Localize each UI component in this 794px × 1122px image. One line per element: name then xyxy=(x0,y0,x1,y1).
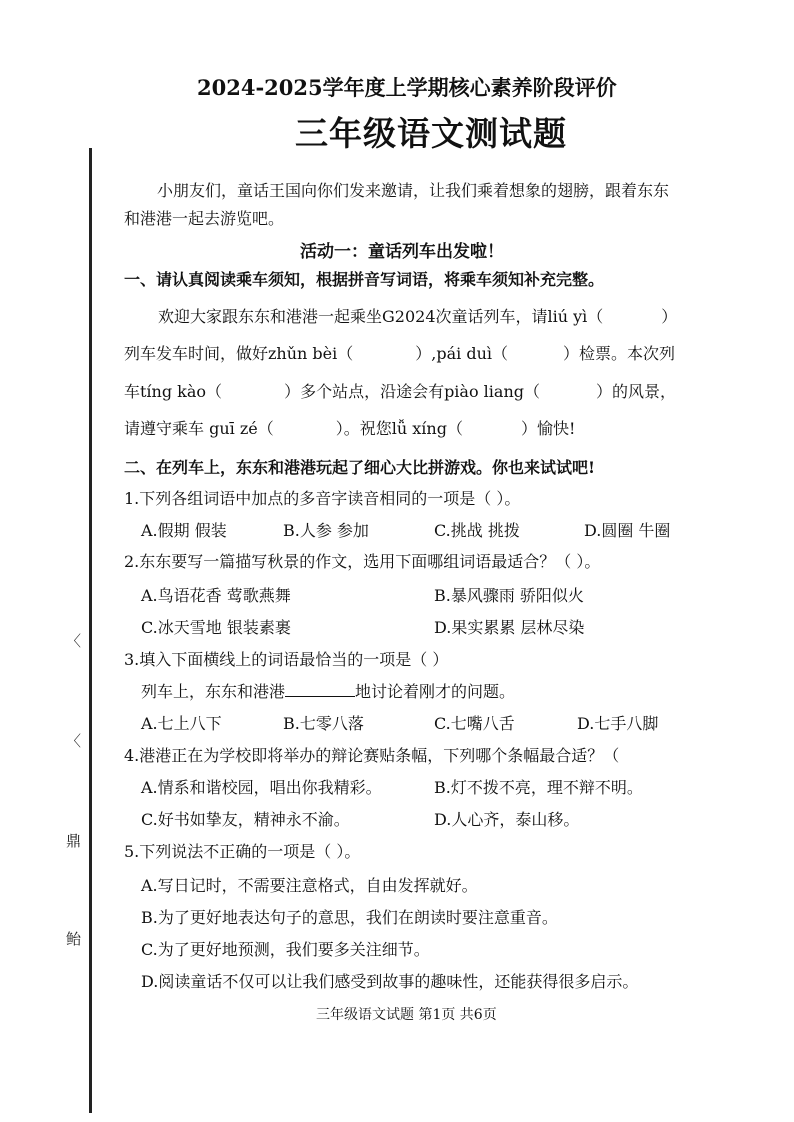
text: ）检票。本次列 xyxy=(563,344,676,363)
intro-line: 小朋友们，童话王国向你们发来邀请，让我们乘着想象的翅膀，跟着东东 xyxy=(157,181,670,200)
option-d[interactable]: D.果实累累 层林尽染 xyxy=(434,618,585,637)
margin-mark: 鲐 xyxy=(66,930,82,948)
option-c[interactable]: C.为了更好地预测，我们要多关注细节。 xyxy=(141,940,430,959)
question-stem: 3.填入下面横线上的词语最恰当的一项是（ ） xyxy=(124,650,449,669)
margin-mark: 鼎 xyxy=(66,832,82,850)
option-a[interactable]: A.鸟语花香 莺歌燕舞 xyxy=(141,586,291,605)
exam-subtitle: 2024-2025学年度上学期核心素养阶段评价 xyxy=(197,75,617,100)
option-b[interactable]: B.为了更好地表达句子的意思，我们在朗读时要注意重音。 xyxy=(141,908,558,927)
exam-title: 三年级语文测试题 xyxy=(295,114,567,153)
section-heading: 二、在列车上，东东和港港玩起了细心大比拼游戏。你也来试试吧! xyxy=(124,458,596,477)
answer-blank[interactable] xyxy=(463,418,521,434)
option-c[interactable]: C.挑战 挑拨 xyxy=(434,521,520,540)
option-b[interactable]: B.灯不拨不亮，理不辩不明。 xyxy=(434,778,643,797)
text: ）,pái duì（ xyxy=(415,344,509,363)
option-b[interactable]: B.人参 参加 xyxy=(283,521,369,540)
option-b[interactable]: B.七零八落 xyxy=(283,714,364,733)
answer-blank[interactable] xyxy=(603,306,661,322)
text: 列车发车时间，做好zhǔn bèi（ xyxy=(124,344,354,363)
option-b[interactable]: B.暴风骤雨 骄阳似火 xyxy=(434,586,584,605)
fill-paragraph-line xyxy=(124,416,575,439)
question-stem: 1.下列各组词语中加点的多音字读音相同的一项是（ ）。 xyxy=(124,489,521,508)
text: ）的风景， xyxy=(596,382,677,401)
question-stem: 2.东东要写一篇描写秋景的作文，选用下面哪组词语最适合？（ ）。 xyxy=(124,552,601,571)
text: ） xyxy=(661,307,678,326)
text: 车tíng kào（ xyxy=(124,382,223,401)
option-d[interactable]: D.七手八脚 xyxy=(577,714,659,733)
option-a[interactable]: A.假期 假装 xyxy=(141,521,227,540)
margin-mark: 〈 xyxy=(66,632,82,650)
option-a[interactable]: A.情系和谐校园，唱出你我精彩。 xyxy=(141,778,382,797)
page-footer: 三年级语文试题 第1页 共6页 xyxy=(316,1007,497,1023)
text: ）愉快! xyxy=(520,419,576,438)
fill-paragraph-line xyxy=(158,304,677,327)
answer-blank[interactable] xyxy=(274,418,336,434)
section-heading: 一、请认真阅读乘车须知，根据拼音写词语，将乘车须知补充完整。 xyxy=(124,270,605,289)
option-c[interactable]: C.冰天雪地 银装素裹 xyxy=(141,618,291,637)
text: ）多个站点，沿途会有piào liang（ xyxy=(284,382,541,401)
answer-blank[interactable] xyxy=(285,680,355,697)
option-d[interactable]: D.圆圈 牛圈 xyxy=(584,521,671,540)
question-stem: 5.下列说法不正确的一项是（ ）。 xyxy=(124,842,361,861)
text: 请遵守乘车 guī zé（ xyxy=(124,419,274,438)
answer-blank[interactable] xyxy=(353,343,415,359)
fill-paragraph-line xyxy=(124,379,676,402)
option-c[interactable]: C.好书如挚友，精神永不渝。 xyxy=(141,810,350,829)
question-sentence xyxy=(141,679,515,702)
question-stem: 4.港港正在为学校即将举办的辩论赛贴条幅，下列哪个条幅最合适？（ xyxy=(124,746,620,765)
activity-title: 活动一：童话列车出发啦！ xyxy=(300,242,504,262)
text: 地讨论着刚才的问题。 xyxy=(355,682,516,701)
answer-blank[interactable] xyxy=(222,381,284,397)
answer-blank[interactable] xyxy=(540,381,596,397)
text: ）。祝您lǚ xíng（ xyxy=(335,419,463,438)
binding-line xyxy=(89,148,92,1113)
option-a[interactable]: A.写日记时，不需要注意格式，自由发挥就好。 xyxy=(141,876,478,895)
text: 列车上，东东和港港 xyxy=(141,682,286,701)
option-c[interactable]: C.七嘴八舌 xyxy=(434,714,515,733)
option-d[interactable]: D.阅读童话不仅可以让我们感受到故事的趣味性，还能获得很多启示。 xyxy=(141,972,639,991)
text: 欢迎大家跟东东和港港一起乘坐G2024次童话列车，请liú yì（ xyxy=(158,307,604,326)
option-a[interactable]: A.七上八下 xyxy=(141,714,222,733)
answer-blank[interactable] xyxy=(508,343,563,359)
option-d[interactable]: D.人心齐，泰山移。 xyxy=(434,810,580,829)
margin-mark: 〈 xyxy=(66,732,82,750)
intro-line: 和港港一起去游览吧。 xyxy=(124,209,285,228)
fill-paragraph-line xyxy=(124,341,675,364)
